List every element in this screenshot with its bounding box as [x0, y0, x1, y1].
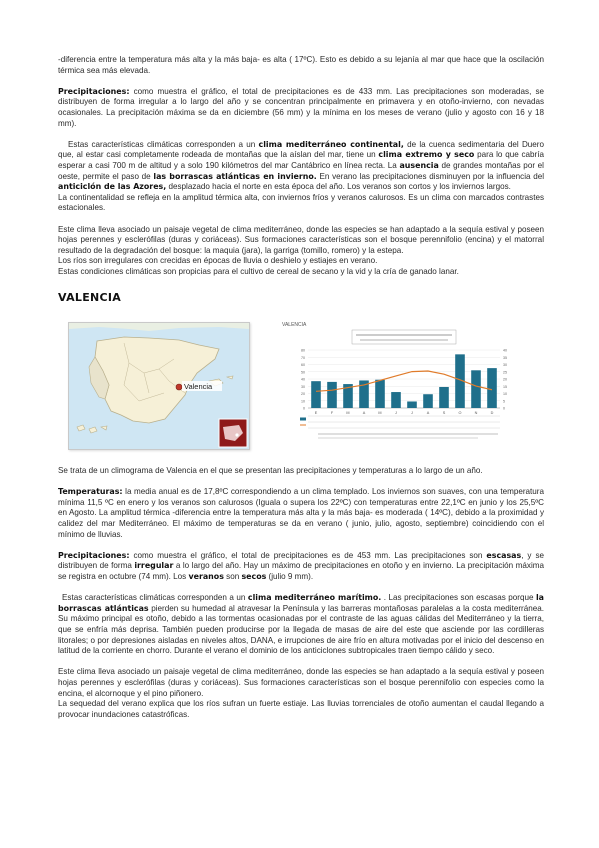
x-tick-label: M — [378, 411, 382, 416]
bold-run: secos — [241, 572, 267, 581]
bold-run: la borrascas atlánticas — [58, 593, 544, 613]
chart-city-label: VALENCIA — [282, 322, 307, 329]
y2-tick-label: 15 — [503, 384, 507, 389]
precipitation-bar — [391, 392, 401, 408]
text-run: como muestra el gráfico, el total de precipitaciones es de 453 mm. Las precipitaciones son — [129, 550, 487, 560]
x-tick-label: E — [314, 411, 318, 416]
y2-tick-label: 20 — [503, 377, 507, 382]
text-run: , y se distribuyen de forma — [58, 550, 544, 571]
text-run: pierden su humedad al atravesar la Península y las barreras montañosas paralelas a la costa mediterránea. Su máximo principal es otoño, debido a las tormentas ocasionadas por el contraste de las aguas cálidas del Mediterráneo y la tierra, que se enfría más deprisa. También pueden producirse por la llegada de masas de aire del este que asciende por las cordilleras litorales; o por depresiones aisladas en niveles altos, DANA, e irrupciones de aire frío en altura motivadas por el inicio del descenso en latitud de la corriente en chorro. Durante el verano el dominio de los anticiclones subtropicales traen tiempo cálido y seco. — [58, 603, 544, 656]
bold-run: anticiclón de las Azores, — [58, 182, 167, 192]
precipitation-bar — [471, 370, 481, 408]
precipitation-bar — [407, 402, 417, 409]
document-page — [58, 55, 544, 720]
x-tick-label: A — [426, 411, 430, 416]
paragraph-valencia-rivers: La sequedad del verano explica que los ríos sufran un fuerte estiaje. Las lluvias torrenciales de otoño aumentan el caudal llegando a provocar inundaciones catastróficas. — [58, 699, 544, 719]
paragraph-temperatures — [58, 487, 544, 540]
bold-run: ausencia — [399, 160, 439, 170]
temperatures-label: Temperaturas: — [58, 487, 123, 497]
bold-run: las borrascas atlánticas en invierno. — [153, 171, 317, 181]
bold-run: clima extremo y seco — [378, 150, 475, 160]
x-tick-label: J — [411, 411, 413, 416]
text-run: de la cuenca sedimentaria del Duero que, al estar casi completamente rodeada de montañas que la aíslan del mar, tiene un — [58, 139, 544, 160]
bold-run: clima mediterráneo continental, — [258, 139, 404, 149]
precipitation-bar — [311, 381, 321, 408]
bold-run: escasas — [486, 550, 522, 560]
paragraph-valencia-vegetation: Este clima lleva asociado un paisaje vegetal de clima mediterráneo, donde las especies se han adaptado a la sequía estival y poseen hojas perennes y esclerófilas (duras y coriáceas). Sus formaciones características son el bosque perennifolio con especies como la encina, el alcornoque y el pino piñonero. — [58, 667, 544, 698]
temperatures-text: la media anual es de 17,8ºC correspondiendo a un clima templado. Los inviernos son suaves, con una temperatura mínima 11,5 ºC en enero y los veranos son calurosos (Iguala o supera los 22ºC) con temperaturas entre 22,1ºC en junio y los 25,5ºC en Agosto. La amplitud térmica -diferencia entre la temperatura más alta y la más baja- es moderada ( 14ºC), debido a la proximidad y calidez del mar Mediterráneo. El máximo de temperaturas se da en verano ( junio, julio, agosto, septiembre) coincidiendo con el mínimo de lluvias. — [58, 487, 544, 539]
precipitation-bar — [423, 394, 433, 408]
paragraph-thermal-range: -diferencia entre la temperatura más alta y la más baja- es alta ( 17ºC). Esto es debido a su lejanía al mar que hace que la oscilación térmica sea más elevada. — [58, 55, 544, 75]
y2-tick-label: 0 — [503, 406, 505, 411]
temperature-line — [316, 371, 492, 391]
bold-run: irregular — [134, 561, 174, 571]
precipitation-bar — [439, 387, 449, 408]
y-tick-label: 60 — [301, 363, 305, 368]
y2-tick-label: 30 — [503, 363, 507, 368]
precipitation-bar — [375, 380, 385, 408]
bold-run: veranos — [188, 572, 224, 581]
figures-row — [58, 314, 544, 454]
paragraph-rivers: Los ríos son irregulares con crecidas en épocas de lluvia o deshielo y estiajes en verano. — [58, 256, 378, 266]
precipitation-label: Precipitaciones: — [58, 550, 130, 560]
y-tick-label: 20 — [301, 392, 305, 397]
paragraph-valencia-climate-type — [58, 593, 544, 657]
x-tick-label: M — [346, 411, 350, 416]
precipitation-bar — [327, 382, 337, 408]
bold-run: clima mediterráneo marítimo. — [247, 593, 382, 603]
chart-header-box — [352, 330, 456, 344]
x-tick-label: J — [395, 411, 397, 416]
y2-tick-label: 10 — [503, 392, 507, 397]
paragraph-crops: Estas condiciones climáticas son propicias para el cultivo de cereal de secano y la vid y la cría de ganado lanar. — [58, 266, 459, 276]
paragraph-climate-type — [58, 140, 544, 193]
precipitation-text: como muestra el gráfico, el total de precipitaciones es de 433 mm. Las precipitaciones son moderadas, se distribuyen de forma irregular a lo largo del año y se concentran principalmente en primavera y en otoño-invierno, con nevadas ocasionales. La precipitación máxima se da en diciembre (56 mm) y la mínima en los meses de verano (julio y agosto con 16 y 18 mm). — [58, 86, 544, 128]
y2-tick-label: 40 — [503, 348, 507, 353]
text-run: de grandes montañas por el oeste, permite el paso de — [58, 160, 544, 181]
y2-tick-label: 5 — [503, 399, 505, 404]
text-run: Estas características climáticas corresponden a un — [68, 139, 259, 149]
paragraph-valencia-precipitation — [58, 551, 544, 583]
y-tick-label: 0 — [303, 406, 305, 411]
paragraph-amplitude: La continentalidad se refleja en la amplitud térmica alta, con inviernos fríos y veranos calurosos. Es un clima con marcados contrastes estacionales. — [58, 192, 544, 213]
paragraph-precipitation — [58, 87, 544, 129]
climograph-valencia — [278, 316, 522, 452]
data-table — [300, 416, 500, 438]
y-tick-label: 30 — [301, 384, 305, 389]
y-tick-label: 80 — [301, 348, 305, 353]
x-tick-label: D — [490, 411, 494, 416]
paragraph-vegetation: Este clima lleva asociado un paisaje vegetal de clima mediterráneo, donde las especies se han adaptado a la sequía estival y poseen hojas perennes y esclerófilas (duras y coriáceas). Sus formaciones características son el bosque perennifolio (encina) y el matorral resultado de la degradación del bosque: la maquia (jara), la garriga (tomillo, romero) y la estepa. — [58, 224, 544, 255]
text-run: . Las precipitaciones son escasas porque — [381, 593, 536, 603]
precipitation-label: Precipitaciones: — [58, 86, 130, 96]
valencia-marker — [176, 384, 182, 390]
y-tick-label: 50 — [301, 370, 305, 375]
paragraph-climograph-intro: Se trata de un climograma de Valencia en el que se presentan las precipitaciones y temperaturas a lo largo de un año. — [58, 466, 483, 476]
text-run: a lo largo del año. Hay un máximo de precipitaciones en otoño y en invierno. La precipitación máxima se registra en octubre (74 mm). Los — [58, 561, 544, 581]
spain-location-map — [68, 322, 250, 450]
x-tick-label: N — [474, 411, 478, 416]
x-tick-label: S — [442, 411, 446, 416]
x-tick-label: O — [458, 411, 462, 416]
y2-tick-label: 25 — [503, 370, 507, 375]
text-run: (julio 9 mm). — [266, 572, 314, 581]
text-run: En verano las precipitaciones disminuyen por la influencia del — [316, 171, 545, 181]
section-heading-valencia: VALENCIA — [58, 291, 122, 305]
y-tick-label: 40 — [301, 377, 305, 382]
text-run: para lo que cabría esperar a casi 700 m de altitud y a solo 190 kilómetros del mar Cantábrico en línea recta. La — [58, 150, 544, 170]
text-run: Estas características climáticas corresponden a un — [62, 593, 248, 603]
y-tick-label: 70 — [301, 355, 305, 360]
text-run: desplazado hacia el norte en esta época del año. Los veranos son cortos y los inviernos largos. — [166, 182, 511, 192]
map-label-valencia: Valencia — [184, 382, 213, 392]
y-tick-label: 10 — [301, 399, 305, 404]
x-tick-label: A — [362, 411, 366, 416]
y2-tick-label: 35 — [503, 355, 507, 360]
precipitation-bar — [487, 368, 497, 408]
text-run: son — [223, 572, 242, 581]
x-tick-label: F — [330, 411, 334, 416]
